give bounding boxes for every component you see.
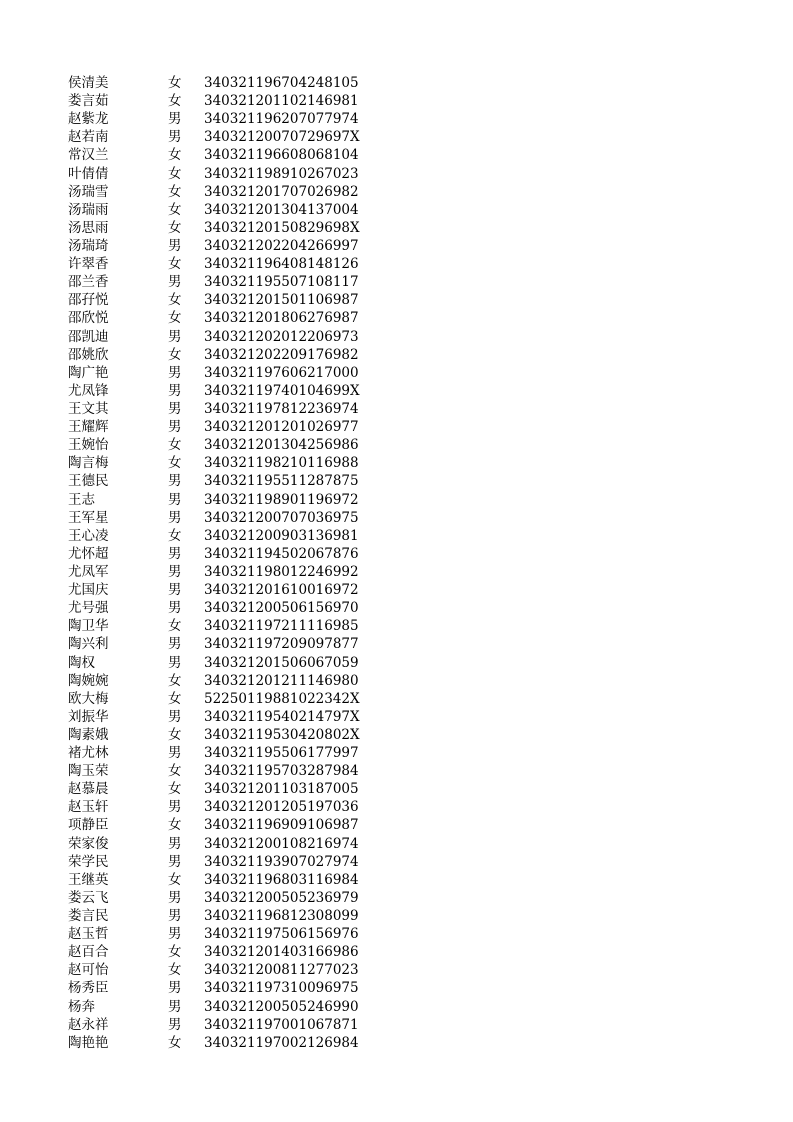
gender-cell: 女 [168,292,182,309]
table-row [0,346,793,364]
table-row [0,400,793,418]
id-number-cell: 340321197812236974 [204,400,359,417]
gender-cell: 男 [168,111,182,128]
name-cell: 杨秀臣 [68,980,109,997]
id-number-cell: 340321198910267023 [204,165,359,182]
name-cell: 汤瑞雪 [68,183,109,200]
name-cell: 尤凤锋 [68,382,109,399]
id-number-cell: 340321201707026982 [204,183,359,200]
table-row [0,654,793,672]
name-cell: 尤凤军 [68,563,109,580]
gender-cell: 男 [168,509,182,526]
id-number-cell: 34032120070729697X [204,129,360,146]
name-cell: 许翠香 [68,256,109,273]
table-row [0,291,793,309]
name-cell: 邵姚欣 [68,346,109,363]
gender-cell: 女 [168,183,182,200]
table-row [0,255,793,273]
gender-cell: 男 [168,654,182,671]
id-number-cell: 340321198012246992 [204,563,359,580]
gender-cell: 男 [168,998,182,1015]
id-number-cell: 340321201610016972 [204,582,359,599]
id-number-cell: 340321201205197036 [204,799,359,816]
gender-cell: 男 [168,708,182,725]
table-row [0,454,793,472]
name-cell: 赵可怡 [68,962,109,979]
id-number-cell: 340321200505246990 [204,998,359,1015]
id-number-cell: 340321195703287984 [204,763,359,780]
id-number-cell: 340321201403166986 [204,944,359,961]
name-cell: 赵永祥 [68,1016,109,1033]
id-number-cell: 340321196704248105 [204,75,359,91]
name-cell: 王心凌 [68,527,109,544]
table-row [0,201,793,219]
table-row [0,635,793,653]
name-cell: 娄云飞 [68,889,109,906]
table-row [0,237,793,255]
roster-table [0,74,793,1052]
table-row [0,798,793,816]
table-row [0,309,793,327]
id-number-cell: 52250119881022342X [204,690,360,707]
id-number-cell: 340321196909106987 [204,817,359,834]
id-number-cell: 340321197002126984 [204,1034,359,1051]
id-number-cell: 340321200506156970 [204,600,359,617]
gender-cell: 男 [168,980,182,997]
name-cell: 刘振华 [68,708,109,725]
table-row [0,165,793,183]
gender-cell: 女 [168,944,182,961]
id-number-cell: 340321201806276987 [204,310,359,327]
id-number-cell: 340321197209097877 [204,636,359,653]
gender-cell: 男 [168,237,182,254]
name-cell: 杨奔 [68,998,95,1015]
table-row [0,1034,793,1052]
gender-cell: 男 [168,400,182,417]
table-row [0,527,793,545]
name-cell: 汤瑞雨 [68,201,109,218]
id-number-cell: 340321201304256986 [204,437,359,454]
gender-cell: 女 [168,817,182,834]
name-cell: 荣家俊 [68,835,109,852]
gender-cell: 男 [168,545,182,562]
table-row [0,418,793,436]
id-number-cell: 340321194502067876 [204,545,359,562]
id-number-cell: 340321200505236979 [204,889,359,906]
id-number-cell: 340321197506156976 [204,926,359,943]
name-cell: 赵玉轩 [68,799,109,816]
name-cell: 叶倩倩 [68,165,109,182]
table-row [0,382,793,400]
gender-cell: 男 [168,636,182,653]
id-number-cell: 340321201211146980 [204,672,359,689]
table-row [0,364,793,382]
gender-cell: 男 [168,419,182,436]
id-number-cell: 340321201103187005 [204,781,359,798]
id-number-cell: 340321202209176982 [204,346,359,363]
name-cell: 欧大梅 [68,690,109,707]
gender-cell: 男 [168,328,182,345]
name-cell: 陶婉婉 [68,672,109,689]
id-number-cell: 340321195506177997 [204,745,359,762]
name-cell: 王文其 [68,400,109,417]
table-row [0,871,793,889]
gender-cell: 男 [168,853,182,870]
id-number-cell: 340321197606217000 [204,364,359,381]
name-cell: 项静臣 [68,817,109,834]
name-cell: 尤国庆 [68,582,109,599]
table-row [0,92,793,110]
table-row [0,74,793,92]
name-cell: 娄言民 [68,908,109,925]
name-cell: 赵玉哲 [68,926,109,943]
table-row [0,690,793,708]
name-cell: 陶兴利 [68,636,109,653]
id-number-cell: 340321198901196972 [204,491,359,508]
name-cell: 陶权 [68,654,95,671]
table-row [0,816,793,834]
table-row [0,273,793,291]
gender-cell: 女 [168,871,182,888]
id-number-cell: 340321201506067059 [204,654,359,671]
name-cell: 陶言梅 [68,455,109,472]
table-row [0,491,793,509]
gender-cell: 女 [168,1034,182,1051]
table-row [0,617,793,635]
gender-cell: 男 [168,364,182,381]
name-cell: 汤思雨 [68,219,109,236]
name-cell: 尤怀超 [68,545,109,562]
table-row [0,545,793,563]
table-row [0,889,793,907]
table-row [0,581,793,599]
table-row [0,146,793,164]
table-row [0,219,793,237]
id-number-cell: 34032120150829698X [204,219,360,236]
table-row [0,744,793,762]
name-cell: 邵兰香 [68,274,109,291]
id-number-cell: 340321200903136981 [204,527,359,544]
id-number-cell: 340321196408148126 [204,256,359,273]
name-cell: 陶玉荣 [68,763,109,780]
id-number-cell: 340321195507108117 [204,274,359,291]
gender-cell: 女 [168,201,182,218]
gender-cell: 男 [168,563,182,580]
table-row [0,1016,793,1034]
table-row [0,110,793,128]
table-row [0,943,793,961]
name-cell: 汤瑞琦 [68,237,109,254]
gender-cell: 女 [168,672,182,689]
gender-cell: 女 [168,165,182,182]
gender-cell: 男 [168,908,182,925]
name-cell: 荣学民 [68,853,109,870]
name-cell: 赵紫龙 [68,111,109,128]
name-cell: 尤号强 [68,600,109,617]
gender-cell: 男 [168,473,182,490]
gender-cell: 女 [168,527,182,544]
table-row [0,563,793,581]
gender-cell: 女 [168,93,182,110]
gender-cell: 男 [168,582,182,599]
name-cell: 王耀辉 [68,419,109,436]
name-cell: 王志 [68,491,95,508]
id-number-cell: 340321201501106987 [204,292,359,309]
id-number-cell: 340321197310096975 [204,980,359,997]
name-cell: 邵凯迪 [68,328,109,345]
id-number-cell: 340321200707036975 [204,509,359,526]
name-cell: 褚尤林 [68,745,109,762]
gender-cell: 女 [168,455,182,472]
table-row [0,328,793,346]
gender-cell: 女 [168,437,182,454]
id-number-cell: 340321202204266997 [204,237,359,254]
name-cell: 赵若南 [68,129,109,146]
name-cell: 侯清美 [68,75,109,91]
table-row [0,708,793,726]
gender-cell: 女 [168,310,182,327]
gender-cell: 女 [168,346,182,363]
name-cell: 娄言茹 [68,93,109,110]
gender-cell: 女 [168,962,182,979]
id-number-cell: 34032119540214797X [204,708,360,725]
table-row [0,835,793,853]
id-number-cell: 340321196207077974 [204,111,359,128]
gender-cell: 男 [168,382,182,399]
table-row [0,961,793,979]
table-row [0,472,793,490]
gender-cell: 女 [168,75,182,91]
name-cell: 陶卫华 [68,618,109,635]
id-number-cell: 340321196803116984 [204,871,359,888]
gender-cell: 女 [168,618,182,635]
name-cell: 王军星 [68,509,109,526]
gender-cell: 女 [168,726,182,743]
table-row [0,998,793,1016]
table-row [0,780,793,798]
table-row [0,726,793,744]
gender-cell: 男 [168,889,182,906]
gender-cell: 男 [168,745,182,762]
table-row [0,907,793,925]
name-cell: 王婉怡 [68,437,109,454]
table-row [0,672,793,690]
gender-cell: 女 [168,256,182,273]
id-number-cell: 340321198210116988 [204,455,359,472]
table-row [0,853,793,871]
id-number-cell: 340321201201026977 [204,419,359,436]
id-number-cell: 340321202012206973 [204,328,359,345]
table-row [0,979,793,997]
name-cell: 赵百合 [68,944,109,961]
gender-cell: 男 [168,129,182,146]
table-row [0,183,793,201]
id-number-cell: 340321200108216974 [204,835,359,852]
gender-cell: 女 [168,763,182,780]
id-number-cell: 340321196608068104 [204,147,359,164]
id-number-cell: 340321193907027974 [204,853,359,870]
name-cell: 赵慕晨 [68,781,109,798]
id-number-cell: 34032119530420802X [204,726,360,743]
gender-cell: 男 [168,1016,182,1033]
gender-cell: 女 [168,690,182,707]
id-number-cell: 340321195511287875 [204,473,359,490]
name-cell: 陶艳艳 [68,1034,109,1051]
table-row [0,436,793,454]
name-cell: 邵欣悦 [68,310,109,327]
id-number-cell: 340321200811277023 [204,962,359,979]
table-row [0,762,793,780]
name-cell: 王继英 [68,871,109,888]
id-number-cell: 340321196812308099 [204,908,359,925]
id-number-cell: 340321197001067871 [204,1016,359,1033]
gender-cell: 女 [168,781,182,798]
gender-cell: 男 [168,274,182,291]
name-cell: 王德民 [68,473,109,490]
gender-cell: 男 [168,799,182,816]
gender-cell: 女 [168,219,182,236]
gender-cell: 男 [168,600,182,617]
table-row [0,925,793,943]
name-cell: 陶素娥 [68,726,109,743]
table-row [0,128,793,146]
id-number-cell: 340321201102146981 [204,93,359,110]
id-number-cell: 340321201304137004 [204,201,359,218]
name-cell: 邵孖悦 [68,292,109,309]
gender-cell: 女 [168,147,182,164]
gender-cell: 男 [168,926,182,943]
gender-cell: 男 [168,835,182,852]
id-number-cell: 340321197211116985 [204,618,359,635]
gender-cell: 男 [168,491,182,508]
table-row [0,509,793,527]
id-number-cell: 34032119740104699X [204,382,360,399]
name-cell: 陶广艳 [68,364,109,381]
table-row [0,599,793,617]
name-cell: 常汉兰 [68,147,109,164]
